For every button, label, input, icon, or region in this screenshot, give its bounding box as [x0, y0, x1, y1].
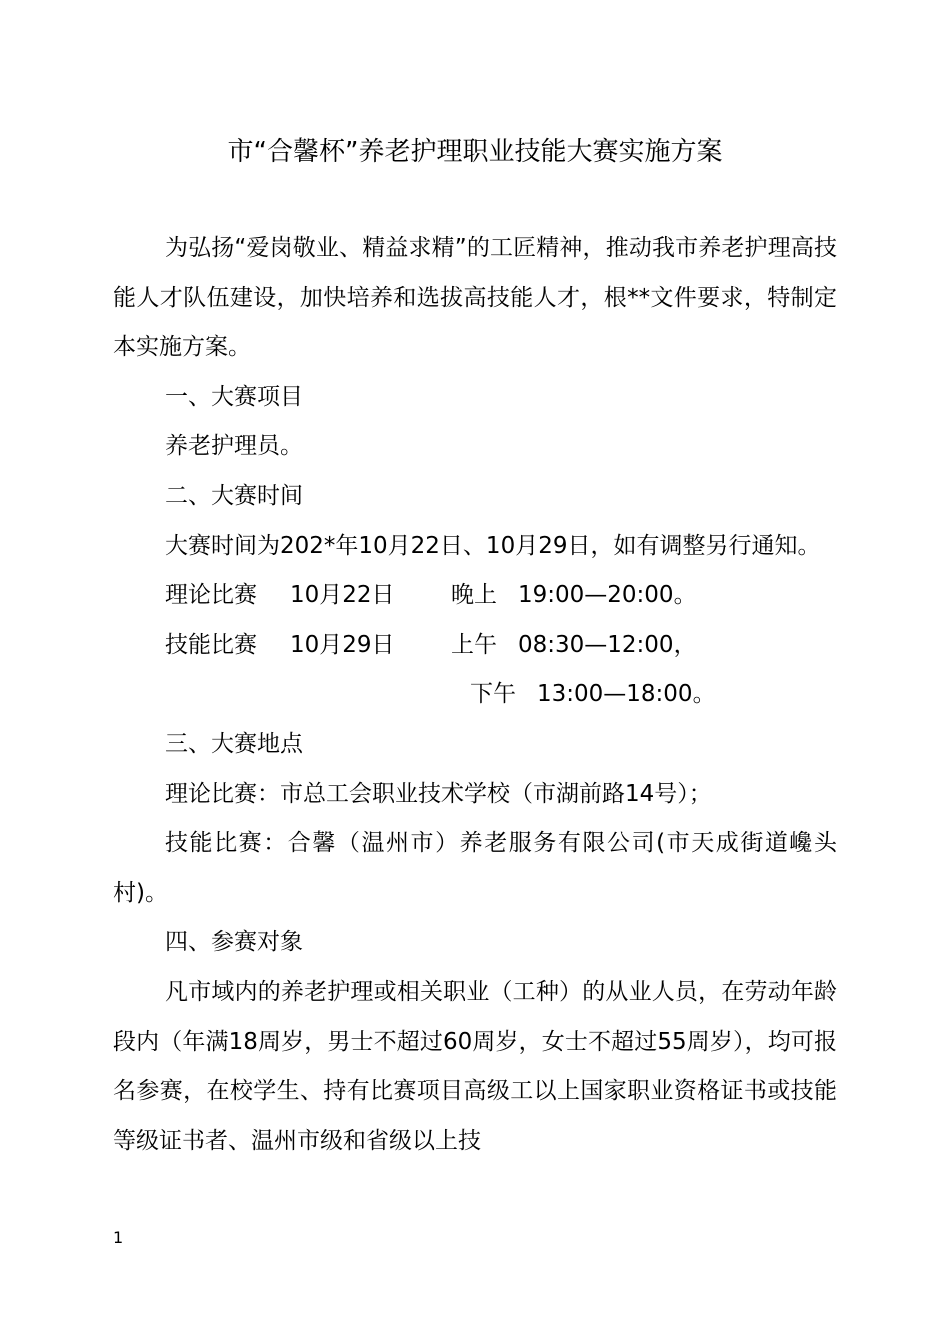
venue-skill: 技能比赛：合馨（温州市）养老服务有限公司(市天成街道巉头村)。 [113, 830, 837, 906]
intro-paragraph: 为弘扬“爱岗敬业、精益求精”的工匠精神，推动我市养老护理高技能人才队伍建设，加快培养和选拔高技能人才，根**文件要求，特制定本实施方案。 [113, 235, 837, 361]
schedule-event: 理论比赛 [165, 582, 257, 609]
time-text: 大赛时间为202*年10月22日、10月29日，如有调整另行通知。 [165, 532, 821, 559]
schedule-range: 08:30—12:00， [518, 631, 697, 658]
schedule-row-skill-morning [113, 621, 837, 671]
schedule-range: 13:00—18:00。 [537, 681, 716, 708]
document-title: 市“合馨杯”养老护理职业技能大赛实施方案 [227, 137, 723, 167]
schedule-event: 技能比赛 [165, 631, 257, 658]
section-heading-project: 一、大赛项目 [165, 383, 303, 410]
section-heading-venue: 三、大赛地点 [165, 730, 303, 757]
schedule-range: 19:00—20:00。 [518, 582, 697, 609]
document-body [113, 224, 837, 1166]
schedule-date: 10月22日 [290, 582, 395, 609]
page-number: 1 [113, 1228, 124, 1247]
section-heading-time: 二、大赛时间 [165, 482, 303, 509]
participants-text: 凡市域内的养老护理或相关职业（工种）的从业人员，在劳动年龄段内（年满18周岁，男士不超过60周岁，女士不超过55周岁），均可报名参赛，在校学生、持有比赛项目高级工以上国家职业资格证书或技能等级证书者、温州市级和省级以上技 [113, 978, 837, 1154]
project-text: 养老护理员。 [165, 433, 303, 460]
schedule-date: 10月29日 [290, 631, 395, 658]
schedule-period: 上午 [451, 631, 497, 658]
schedule-period: 下午 [470, 681, 516, 708]
schedule-row-skill-afternoon [113, 670, 837, 720]
venue-theory: 理论比赛：市总工会职业技术学校（市湖前路14号）； [165, 780, 712, 807]
section-heading-participants: 四、参赛对象 [165, 929, 303, 956]
schedule-row-theory [113, 571, 837, 621]
schedule-period: 晚上 [451, 582, 497, 609]
